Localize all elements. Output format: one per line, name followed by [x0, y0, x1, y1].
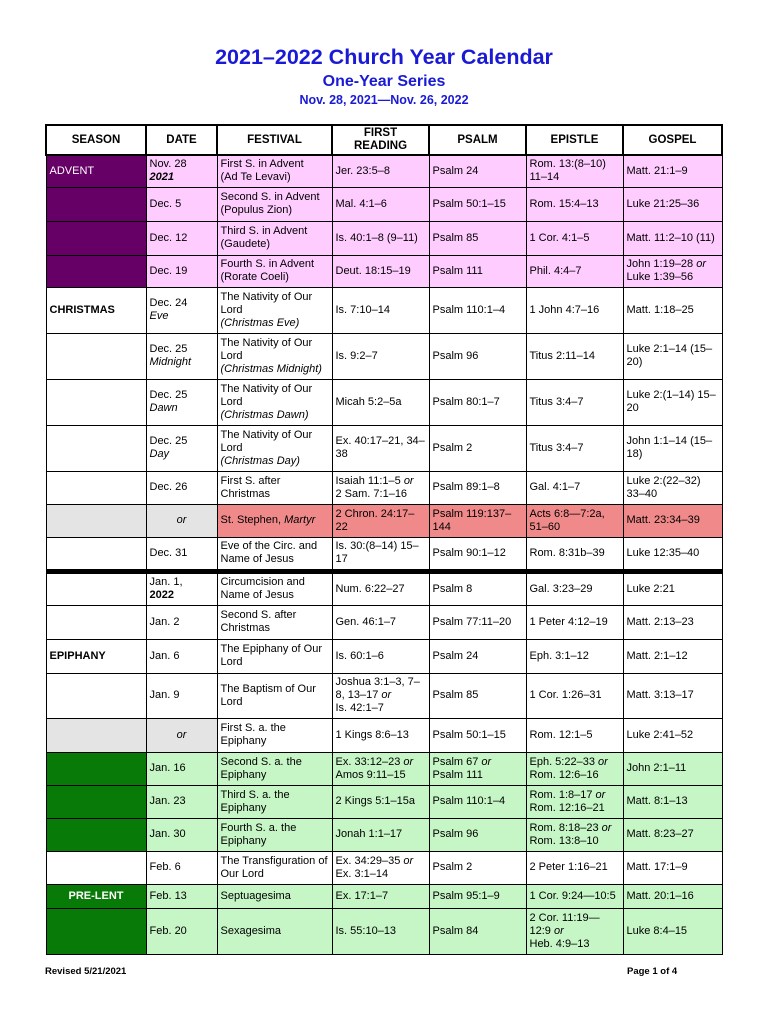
season-cell — [46, 851, 146, 884]
table-row — [46, 639, 722, 673]
gospel-cell: Luke 2:(22–32) 33–40 — [623, 471, 722, 504]
date-cell: Dec. 19 — [146, 255, 217, 287]
festival-cell: First S. a. the Epiphany — [217, 718, 332, 752]
gospel-cell: John 1:1–14 (15–18) — [623, 425, 722, 471]
date-cell: Nov. 28 2021 — [146, 155, 217, 187]
gospel-cell: Matt. 20:1–16 — [623, 884, 722, 908]
col-header-date: DATE — [146, 125, 217, 155]
epistle-cell: Rom. 8:18–23 or Rom. 13:8–10 — [526, 818, 623, 851]
reading-cell: Jer. 23:5–8 — [332, 155, 429, 187]
psalm-cell: Psalm 85 — [429, 673, 526, 718]
reading-cell: 2 Chron. 24:17–22 — [332, 504, 429, 537]
psalm-cell: Psalm 89:1–8 — [429, 471, 526, 504]
gospel-cell: Luke 2:41–52 — [623, 718, 722, 752]
festival-cell: The Nativity of Our Lord (Christmas Eve) — [217, 287, 332, 333]
reading-cell: Is. 60:1–6 — [332, 639, 429, 673]
epistle-cell: 1 John 4:7–16 — [526, 287, 623, 333]
table-row — [46, 504, 722, 537]
epistle-cell: Rom. 13:(8–10) 11–14 — [526, 155, 623, 187]
season-cell — [46, 504, 146, 537]
gospel-cell: Luke 8:4–15 — [623, 908, 722, 954]
psalm-cell: Psalm 85 — [429, 221, 526, 255]
gospel-cell: Luke 12:35–40 — [623, 537, 722, 571]
festival-cell: The Nativity of Our Lord (Christmas Dawn) — [217, 379, 332, 425]
festival-cell: The Epiphany of Our Lord — [217, 639, 332, 673]
table-row — [46, 425, 722, 471]
reading-cell: Mal. 4:1–6 — [332, 187, 429, 221]
gospel-cell: Matt. 23:34–39 — [623, 504, 722, 537]
table-row — [46, 187, 722, 221]
psalm-cell: Psalm 110:1–4 — [429, 287, 526, 333]
date-cell: Jan. 23 — [146, 785, 217, 818]
table-row — [46, 718, 722, 752]
epistle-cell: 1 Cor. 4:1–5 — [526, 221, 623, 255]
season-cell — [46, 785, 146, 818]
date-cell: Feb. 6 — [146, 851, 217, 884]
date-cell: Jan. 2 — [146, 605, 217, 639]
table-row — [46, 605, 722, 639]
table-header-row — [46, 125, 722, 155]
psalm-cell: Psalm 77:11–20 — [429, 605, 526, 639]
season-cell — [46, 718, 146, 752]
col-header-gospel: GOSPEL — [623, 125, 722, 155]
col-header-season: SEASON — [46, 125, 146, 155]
table-row — [46, 471, 722, 504]
page-number: Page 1 of 4 — [627, 966, 678, 977]
table-row — [46, 752, 722, 785]
psalm-cell: Psalm 50:1–15 — [429, 718, 526, 752]
psalm-cell: Psalm 2 — [429, 851, 526, 884]
gospel-cell: Matt. 3:13–17 — [623, 673, 722, 718]
date-cell: or — [146, 504, 217, 537]
date-cell: Feb. 13 — [146, 884, 217, 908]
epistle-cell: Titus 3:4–7 — [526, 379, 623, 425]
date-range: Nov. 28, 2021—Nov. 26, 2022 — [299, 93, 469, 107]
date-cell: Dec. 12 — [146, 221, 217, 255]
table-row — [46, 785, 722, 818]
epistle-cell: Rom. 12:1–5 — [526, 718, 623, 752]
festival-cell: Circumcision and Name of Jesus — [217, 571, 332, 605]
table-row — [46, 908, 722, 954]
psalm-cell: Psalm 50:1–15 — [429, 187, 526, 221]
reading-cell: Is. 9:2–7 — [332, 333, 429, 379]
psalm-cell: Psalm 80:1–7 — [429, 379, 526, 425]
gospel-cell: Matt. 2:13–23 — [623, 605, 722, 639]
festival-cell: Fourth S. a. the Epiphany — [217, 818, 332, 851]
season-cell: CHRISTMAS — [46, 287, 146, 333]
reading-cell: Is. 7:10–14 — [332, 287, 429, 333]
date-cell: Dec. 24 Eve — [146, 287, 217, 333]
date-cell: Jan. 16 — [146, 752, 217, 785]
season-cell: ADVENT — [46, 155, 146, 187]
epistle-cell: Rom. 8:31b–39 — [526, 537, 623, 571]
gospel-cell: Matt. 8:1–13 — [623, 785, 722, 818]
psalm-cell: Psalm 111 — [429, 255, 526, 287]
festival-cell: Second S. a. the Epiphany — [217, 752, 332, 785]
psalm-cell: Psalm 110:1–4 — [429, 785, 526, 818]
gospel-cell: Luke 2:(1–14) 15–20 — [623, 379, 722, 425]
festival-cell: Third S. a. the Epiphany — [217, 785, 332, 818]
psalm-cell: Psalm 84 — [429, 908, 526, 954]
gospel-cell: Matt. 21:1–9 — [623, 155, 722, 187]
table-row — [46, 255, 722, 287]
festival-cell: Third S. in Advent (Gaudete) — [217, 221, 332, 255]
festival-cell: St. Stephen, Martyr — [217, 504, 332, 537]
epistle-cell: 1 Cor. 1:26–31 — [526, 673, 623, 718]
table-row — [46, 571, 722, 605]
festival-cell: The Baptism of Our Lord — [217, 673, 332, 718]
psalm-cell: Psalm 24 — [429, 155, 526, 187]
date-cell: Dec. 25 Dawn — [146, 379, 217, 425]
date-cell: Dec. 25 Day — [146, 425, 217, 471]
season-cell — [46, 221, 146, 255]
festival-cell: Fourth S. in Advent (Rorate Coeli) — [217, 255, 332, 287]
season-cell — [46, 673, 146, 718]
gospel-cell: Luke 2:21 — [623, 571, 722, 605]
reading-cell: Num. 6:22–27 — [332, 571, 429, 605]
psalm-cell: Psalm 8 — [429, 571, 526, 605]
epistle-cell: Phil. 4:4–7 — [526, 255, 623, 287]
gospel-cell: Matt. 8:23–27 — [623, 818, 722, 851]
gospel-cell: Luke 21:25–36 — [623, 187, 722, 221]
date-cell: Jan. 9 — [146, 673, 217, 718]
col-header-first-reading: FIRST READING — [332, 125, 429, 155]
season-cell — [46, 605, 146, 639]
revised-date: Revised 5/21/2021 — [45, 966, 127, 977]
date-cell: Jan. 1, 2022 — [146, 571, 217, 605]
psalm-cell: Psalm 96 — [429, 818, 526, 851]
gospel-cell: Matt. 11:2–10 (11) — [623, 221, 722, 255]
psalm-cell: Psalm 24 — [429, 639, 526, 673]
psalm-cell: Psalm 96 — [429, 333, 526, 379]
table-row — [46, 818, 722, 851]
epistle-cell: Gal. 4:1–7 — [526, 471, 623, 504]
reading-cell: Is. 55:10–13 — [332, 908, 429, 954]
season-cell — [46, 571, 146, 605]
reading-cell: Isaiah 11:1–5 or 2 Sam. 7:1–16 — [332, 471, 429, 504]
reading-cell: 1 Kings 8:6–13 — [332, 718, 429, 752]
festival-cell: Second S. after Christmas — [217, 605, 332, 639]
epistle-cell: Titus 3:4–7 — [526, 425, 623, 471]
table-row — [46, 851, 722, 884]
festival-cell: The Nativity of Our Lord (Christmas Day) — [217, 425, 332, 471]
page-title: 2021–2022 Church Year Calendar — [215, 45, 553, 69]
date-cell: Jan. 30 — [146, 818, 217, 851]
calendar-table — [45, 124, 723, 955]
date-cell: Dec. 25 Midnight — [146, 333, 217, 379]
epistle-cell: Eph. 5:22–33 or Rom. 12:6–16 — [526, 752, 623, 785]
date-cell: Dec. 5 — [146, 187, 217, 221]
gospel-cell: Matt. 2:1–12 — [623, 639, 722, 673]
festival-cell: First S. after Christmas — [217, 471, 332, 504]
festival-cell: First S. in Advent (Ad Te Levavi) — [217, 155, 332, 187]
reading-cell: Jonah 1:1–17 — [332, 818, 429, 851]
epistle-cell: Rom. 15:4–13 — [526, 187, 623, 221]
season-cell — [46, 818, 146, 851]
festival-cell: The Nativity of Our Lord (Christmas Midnight) — [217, 333, 332, 379]
date-cell: Jan. 6 — [146, 639, 217, 673]
epistle-cell: Rom. 1:8–17 or Rom. 12:16–21 — [526, 785, 623, 818]
psalm-cell: Psalm 119:137–144 — [429, 504, 526, 537]
table-row — [46, 673, 722, 718]
season-cell: EPIPHANY — [46, 639, 146, 673]
season-cell — [46, 471, 146, 504]
date-cell: Dec. 26 — [146, 471, 217, 504]
psalm-cell: Psalm 95:1–9 — [429, 884, 526, 908]
reading-cell: Ex. 33:12–23 or Amos 9:11–15 — [332, 752, 429, 785]
festival-cell: Sexagesima — [217, 908, 332, 954]
epistle-cell: Acts 6:8—7:2a, 51–60 — [526, 504, 623, 537]
season-cell — [46, 333, 146, 379]
festival-cell: Second S. in Advent (Populus Zion) — [217, 187, 332, 221]
epistle-cell: Gal. 3:23–29 — [526, 571, 623, 605]
date-cell: Dec. 31 — [146, 537, 217, 571]
table-row — [46, 333, 722, 379]
season-cell — [46, 537, 146, 571]
table-row — [46, 221, 722, 255]
reading-cell: Ex. 40:17–21, 34–38 — [332, 425, 429, 471]
season-cell — [46, 425, 146, 471]
table-row — [46, 537, 722, 571]
psalm-cell: Psalm 90:1–12 — [429, 537, 526, 571]
date-cell: Feb. 20 — [146, 908, 217, 954]
gospel-cell: Matt. 1:18–25 — [623, 287, 722, 333]
col-header-festival: FESTIVAL — [217, 125, 332, 155]
reading-cell: Ex. 34:29–35 or Ex. 3:1–14 — [332, 851, 429, 884]
epistle-cell: 2 Cor. 11:19—12:9 or Heb. 4:9–13 — [526, 908, 623, 954]
reading-cell: Is. 30:(8–14) 15–17 — [332, 537, 429, 571]
festival-cell: The Transfiguration of Our Lord — [217, 851, 332, 884]
epistle-cell: 1 Peter 4:12–19 — [526, 605, 623, 639]
gospel-cell: John 2:1–11 — [623, 752, 722, 785]
reading-cell: Deut. 18:15–19 — [332, 255, 429, 287]
epistle-cell: Titus 2:11–14 — [526, 333, 623, 379]
season-cell — [46, 908, 146, 954]
gospel-cell: Luke 2:1–14 (15–20) — [623, 333, 722, 379]
reading-cell: Joshua 3:1–3, 7–8, 13–17 or Is. 42:1–7 — [332, 673, 429, 718]
gospel-cell: John 1:19–28 or Luke 1:39–56 — [623, 255, 722, 287]
season-cell — [46, 187, 146, 221]
season-cell: PRE-LENT — [46, 884, 146, 908]
season-cell — [46, 752, 146, 785]
festival-cell: Eve of the Circ. and Name of Jesus — [217, 537, 332, 571]
date-cell: or — [146, 718, 217, 752]
page-subtitle: One-Year Series — [322, 73, 446, 90]
epistle-cell: 1 Cor. 9:24—10:5 — [526, 884, 623, 908]
epistle-cell: 2 Peter 1:16–21 — [526, 851, 623, 884]
psalm-cell: Psalm 2 — [429, 425, 526, 471]
reading-cell: 2 Kings 5:1–15a — [332, 785, 429, 818]
table-row — [46, 884, 722, 908]
col-header-psalm: PSALM — [429, 125, 526, 155]
reading-cell: Gen. 46:1–7 — [332, 605, 429, 639]
festival-cell: Septuagesima — [217, 884, 332, 908]
season-cell — [46, 379, 146, 425]
col-header-epistle: EPISTLE — [526, 125, 623, 155]
reading-cell: Ex. 17:1–7 — [332, 884, 429, 908]
season-cell — [46, 255, 146, 287]
epistle-cell: Eph. 3:1–12 — [526, 639, 623, 673]
reading-cell: Is. 40:1–8 (9–11) — [332, 221, 429, 255]
reading-cell: Micah 5:2–5a — [332, 379, 429, 425]
gospel-cell: Matt. 17:1–9 — [623, 851, 722, 884]
table-row — [46, 379, 722, 425]
table-row — [46, 287, 722, 333]
table-row — [46, 155, 722, 187]
psalm-cell: Psalm 67 or Psalm 111 — [429, 752, 526, 785]
